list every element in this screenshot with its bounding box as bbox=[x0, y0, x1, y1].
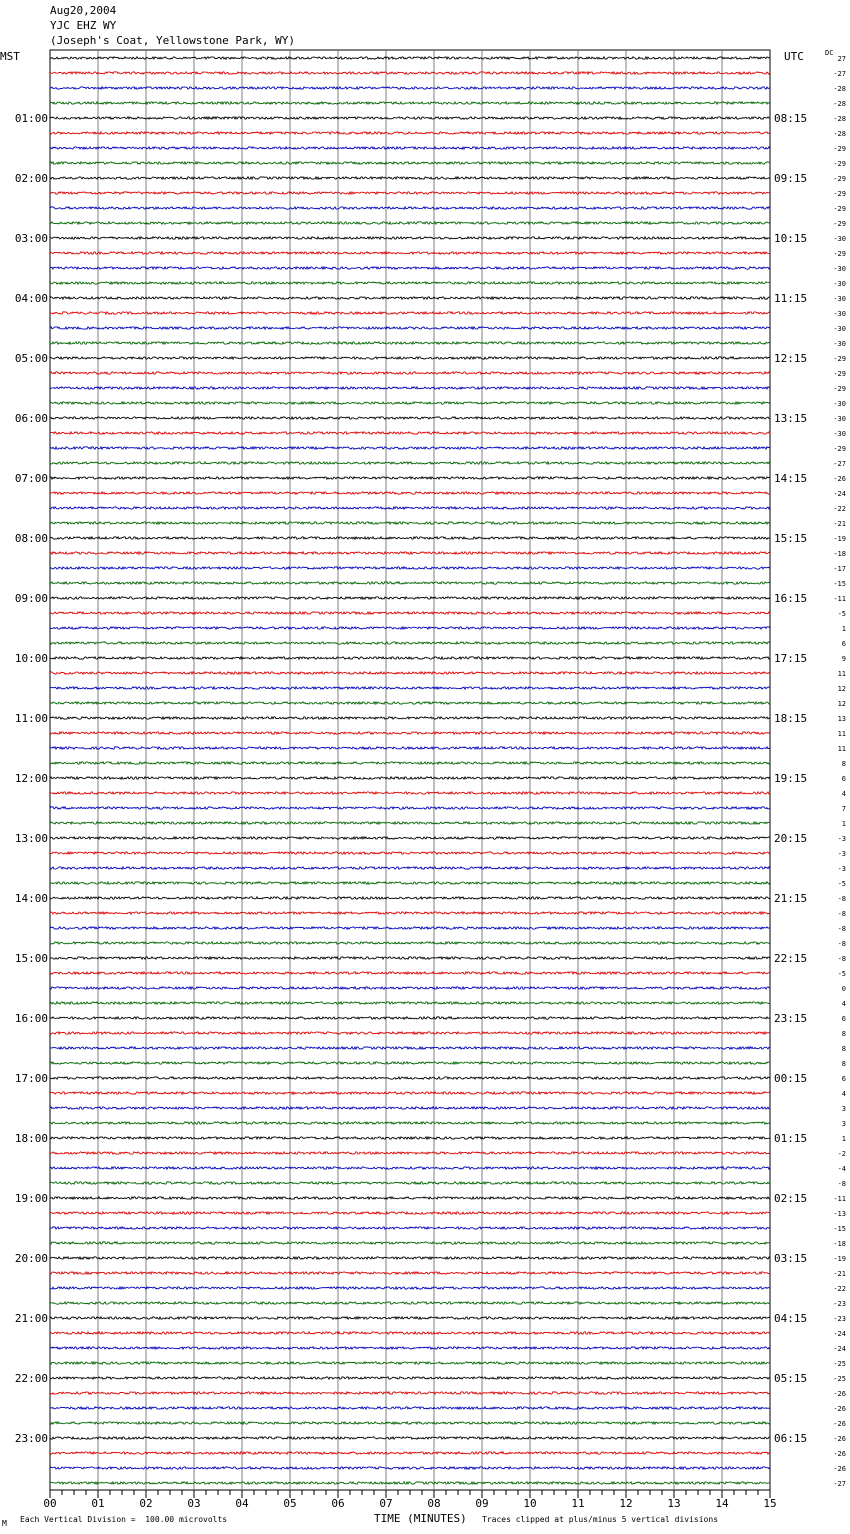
trace-line bbox=[50, 1212, 770, 1214]
x-tick-label: 08 bbox=[427, 1497, 441, 1510]
trace-line bbox=[50, 1062, 770, 1064]
utc-hour-label: 03:15 bbox=[774, 1252, 808, 1265]
x-tick-label: 13 bbox=[667, 1497, 681, 1510]
mst-hour-label: 08:00 bbox=[14, 532, 48, 545]
trace-line bbox=[50, 1032, 770, 1034]
dc-offset-label: -19 bbox=[833, 535, 846, 543]
utc-hour-label: 10:15 bbox=[774, 232, 808, 245]
dc-offset-label: -3 bbox=[837, 835, 846, 843]
utc-hour-label: 01:15 bbox=[774, 1132, 808, 1145]
dc-offset-label: -27 bbox=[833, 1480, 846, 1488]
dc-offset-label: 8 bbox=[841, 1045, 846, 1053]
utc-hour-label: 08:15 bbox=[774, 112, 808, 125]
dc-offset-label: 4 bbox=[841, 790, 846, 798]
trace-line bbox=[50, 1452, 770, 1454]
x-tick-label: 07 bbox=[379, 1497, 393, 1510]
dc-offset-label: 11 bbox=[837, 745, 846, 753]
trace-line bbox=[50, 447, 770, 449]
trace-line bbox=[50, 612, 770, 614]
dc-offset-label: -29 bbox=[833, 445, 846, 453]
trace-line bbox=[50, 1122, 770, 1124]
trace-line bbox=[50, 1407, 770, 1409]
mst-hour-label: 19:00 bbox=[14, 1192, 48, 1205]
trace-line bbox=[50, 537, 770, 539]
trace-line bbox=[50, 1182, 770, 1184]
dc-offset-label: 4 bbox=[841, 1090, 846, 1098]
trace-line bbox=[50, 432, 770, 434]
dc-offset-label: -5 bbox=[837, 880, 846, 888]
trace-line bbox=[50, 1257, 770, 1259]
mst-hour-label: 20:00 bbox=[14, 1252, 48, 1265]
mst-hour-label: 02:00 bbox=[14, 172, 48, 185]
trace-line bbox=[50, 702, 770, 704]
dc-offset-label: -30 bbox=[833, 340, 846, 348]
utc-hour-label: 04:15 bbox=[774, 1312, 808, 1325]
trace-line bbox=[50, 1272, 770, 1274]
dc-offset-label: -29 bbox=[833, 370, 846, 378]
trace-line bbox=[50, 1137, 770, 1139]
dc-offset-label: -30 bbox=[833, 310, 846, 318]
dc-offset-label: 0 bbox=[841, 985, 846, 993]
mst-hour-label: 15:00 bbox=[14, 952, 48, 965]
trace-line bbox=[50, 192, 770, 194]
trace-line bbox=[50, 597, 770, 599]
x-tick-label: 09 bbox=[475, 1497, 489, 1510]
trace-line bbox=[50, 1482, 770, 1484]
dc-offset-label: 6 bbox=[841, 1075, 846, 1083]
trace-line bbox=[50, 162, 770, 164]
dc-offset-label: -2 bbox=[837, 1150, 846, 1158]
dc-offset-label: 27 bbox=[837, 55, 846, 63]
mst-hour-label: 17:00 bbox=[14, 1072, 48, 1085]
trace-line bbox=[50, 1197, 770, 1199]
dc-offset-label: -29 bbox=[833, 175, 846, 183]
trace-line bbox=[50, 927, 770, 929]
trace-line bbox=[50, 387, 770, 389]
dc-offset-label: -24 bbox=[833, 490, 846, 498]
dc-offset-label: -22 bbox=[833, 1285, 846, 1293]
trace-line bbox=[50, 1317, 770, 1319]
trace-line bbox=[50, 267, 770, 269]
utc-hour-label: 17:15 bbox=[774, 652, 808, 665]
dc-offset-label: 6 bbox=[841, 1015, 846, 1023]
utc-hour-label: 13:15 bbox=[774, 412, 808, 425]
trace-line bbox=[50, 807, 770, 809]
mst-hour-label: 07:00 bbox=[14, 472, 48, 485]
mst-hour-label: 14:00 bbox=[14, 892, 48, 905]
dc-offset-label: -8 bbox=[837, 955, 846, 963]
mst-hour-label: 22:00 bbox=[14, 1372, 48, 1385]
x-tick-label: 10 bbox=[523, 1497, 537, 1510]
dc-offset-label: 9 bbox=[841, 655, 846, 663]
trace-line bbox=[50, 747, 770, 749]
dc-offset-label: -30 bbox=[833, 280, 846, 288]
dc-offset-label: 12 bbox=[837, 700, 846, 708]
trace-line bbox=[50, 762, 770, 764]
dc-offset-label: -29 bbox=[833, 205, 846, 213]
trace-line bbox=[50, 357, 770, 359]
dc-offset-label: -24 bbox=[833, 1345, 846, 1353]
trace-line bbox=[50, 297, 770, 299]
dc-offset-label: -28 bbox=[833, 100, 846, 108]
trace-line bbox=[50, 1422, 770, 1424]
trace-line bbox=[50, 282, 770, 284]
dc-offset-label: 12 bbox=[837, 685, 846, 693]
dc-offset-label: -5 bbox=[837, 610, 846, 618]
mst-hour-label: 21:00 bbox=[14, 1312, 48, 1325]
dc-offset-label: -21 bbox=[833, 1270, 846, 1278]
utc-hour-label: 22:15 bbox=[774, 952, 808, 965]
utc-hour-label: 11:15 bbox=[774, 292, 808, 305]
dc-offset-label: -30 bbox=[833, 325, 846, 333]
dc-offset-label: -8 bbox=[837, 910, 846, 918]
dc-offset-header: DC bbox=[825, 49, 834, 57]
dc-offset-label: -13 bbox=[833, 1210, 846, 1218]
dc-offset-label: 1 bbox=[841, 625, 846, 633]
trace-line bbox=[50, 972, 770, 974]
utc-hour-label: 12:15 bbox=[774, 352, 808, 365]
dc-offset-label: -24 bbox=[833, 1330, 846, 1338]
utc-hour-label: 16:15 bbox=[774, 592, 808, 605]
trace-line bbox=[50, 327, 770, 329]
trace-line bbox=[50, 717, 770, 719]
trace-line bbox=[50, 1167, 770, 1169]
chart-date: Aug20,2004 bbox=[50, 4, 117, 17]
dc-offset-label: -4 bbox=[837, 1165, 846, 1173]
trace-line bbox=[50, 1467, 770, 1469]
trace-line bbox=[50, 627, 770, 629]
trace-line bbox=[50, 687, 770, 689]
dc-offset-label: -15 bbox=[833, 580, 846, 588]
trace-line bbox=[50, 1077, 770, 1079]
dc-offset-label: -21 bbox=[833, 520, 846, 528]
trace-line bbox=[50, 252, 770, 254]
dc-offset-label: -26 bbox=[833, 1435, 846, 1443]
trace-line bbox=[50, 657, 770, 659]
trace-line bbox=[50, 1002, 770, 1004]
dc-offset-label: 4 bbox=[841, 1000, 846, 1008]
trace-line bbox=[50, 117, 770, 119]
x-tick-label: 11 bbox=[571, 1497, 585, 1510]
utc-hour-label: 00:15 bbox=[774, 1072, 808, 1085]
mst-hour-label: 05:00 bbox=[14, 352, 48, 365]
trace-line bbox=[50, 102, 770, 104]
trace-line bbox=[50, 417, 770, 419]
mst-hour-label: 09:00 bbox=[14, 592, 48, 605]
trace-line bbox=[50, 897, 770, 899]
dc-offset-label: 1 bbox=[841, 1135, 846, 1143]
x-tick-label: 06 bbox=[331, 1497, 345, 1510]
trace-line bbox=[50, 312, 770, 314]
trace-line bbox=[50, 1362, 770, 1364]
station-code: YJC EHZ WY bbox=[50, 19, 117, 32]
dc-offset-label: -8 bbox=[837, 895, 846, 903]
utc-hour-label: 20:15 bbox=[774, 832, 808, 845]
mst-hour-label: 13:00 bbox=[14, 832, 48, 845]
dc-offset-label: -29 bbox=[833, 250, 846, 258]
trace-line bbox=[50, 1017, 770, 1019]
trace-line bbox=[50, 792, 770, 794]
x-tick-label: 04 bbox=[235, 1497, 249, 1510]
dc-offset-label: -29 bbox=[833, 190, 846, 198]
dc-offset-label: 6 bbox=[841, 775, 846, 783]
dc-offset-label: -26 bbox=[833, 1450, 846, 1458]
trace-line bbox=[50, 462, 770, 464]
trace-line bbox=[50, 372, 770, 374]
trace-line bbox=[50, 132, 770, 134]
mst-hour-label: 23:00 bbox=[14, 1432, 48, 1445]
dc-offset-label: -19 bbox=[833, 1255, 846, 1263]
clip-note: Traces clipped at plus/minus 5 vertical divisions bbox=[482, 1515, 719, 1524]
trace-line bbox=[50, 1227, 770, 1229]
x-tick-label: 00 bbox=[43, 1497, 57, 1510]
mst-hour-label: 11:00 bbox=[14, 712, 48, 725]
trace-line bbox=[50, 402, 770, 404]
dc-offset-label: -26 bbox=[833, 1465, 846, 1473]
x-tick-label: 14 bbox=[715, 1497, 729, 1510]
dc-offset-label: -26 bbox=[833, 1405, 846, 1413]
x-tick-label: 01 bbox=[91, 1497, 105, 1510]
dc-offset-label: -28 bbox=[833, 85, 846, 93]
utc-hour-label: 21:15 bbox=[774, 892, 808, 905]
x-tick-label: 02 bbox=[139, 1497, 153, 1510]
trace-line bbox=[50, 57, 770, 59]
x-tick-label: 03 bbox=[187, 1497, 201, 1510]
dc-offset-label: -15 bbox=[833, 1225, 846, 1233]
trace-line bbox=[50, 987, 770, 989]
dc-offset-label: -30 bbox=[833, 295, 846, 303]
dc-offset-label: -11 bbox=[833, 595, 846, 603]
trace-line bbox=[50, 567, 770, 569]
dc-offset-label: -26 bbox=[833, 1420, 846, 1428]
dc-offset-label: 11 bbox=[837, 670, 846, 678]
dc-offset-label: -25 bbox=[833, 1375, 846, 1383]
dc-offset-label: 7 bbox=[841, 805, 846, 813]
dc-offset-label: -8 bbox=[837, 925, 846, 933]
dc-offset-label: -17 bbox=[833, 565, 846, 573]
corner-mark: M bbox=[2, 1519, 7, 1528]
x-axis-title: TIME (MINUTES) bbox=[374, 1512, 467, 1525]
trace-line bbox=[50, 732, 770, 734]
trace-line bbox=[50, 552, 770, 554]
dc-offset-label: 1 bbox=[841, 820, 846, 828]
dc-offset-label: -30 bbox=[833, 400, 846, 408]
trace-line bbox=[50, 1242, 770, 1244]
trace-line bbox=[50, 522, 770, 524]
trace-line bbox=[50, 1152, 770, 1154]
dc-offset-label: -3 bbox=[837, 850, 846, 858]
dc-offset-label: -29 bbox=[833, 160, 846, 168]
trace-line bbox=[50, 1377, 770, 1379]
trace-line bbox=[50, 1302, 770, 1304]
dc-offset-label: -30 bbox=[833, 430, 846, 438]
dc-offset-label: -29 bbox=[833, 145, 846, 153]
x-tick-label: 05 bbox=[283, 1497, 297, 1510]
trace-line bbox=[50, 942, 770, 944]
dc-offset-label: 6 bbox=[841, 640, 846, 648]
trace-line bbox=[50, 1392, 770, 1394]
dc-offset-label: 11 bbox=[837, 730, 846, 738]
station-location: (Joseph's Coat, Yellowstone Park, WY) bbox=[50, 34, 296, 47]
dc-offset-label: 3 bbox=[841, 1105, 846, 1113]
trace-line bbox=[50, 1332, 770, 1334]
dc-offset-label: -29 bbox=[833, 385, 846, 393]
dc-offset-label: 8 bbox=[841, 1030, 846, 1038]
trace-line bbox=[50, 1437, 770, 1439]
mst-hour-label: 12:00 bbox=[14, 772, 48, 785]
dc-offset-label: -5 bbox=[837, 970, 846, 978]
trace-line bbox=[50, 837, 770, 839]
trace-line bbox=[50, 477, 770, 479]
mst-hour-label: 06:00 bbox=[14, 412, 48, 425]
mst-hour-label: 03:00 bbox=[14, 232, 48, 245]
dc-offset-label: -30 bbox=[833, 415, 846, 423]
utc-hour-label: 19:15 bbox=[774, 772, 808, 785]
dc-offset-label: -8 bbox=[837, 1180, 846, 1188]
trace-line bbox=[50, 642, 770, 644]
trace-line bbox=[50, 822, 770, 824]
utc-hour-label: 14:15 bbox=[774, 472, 808, 485]
utc-hour-label: 02:15 bbox=[774, 1192, 808, 1205]
trace-line bbox=[50, 1347, 770, 1349]
trace-line bbox=[50, 507, 770, 509]
dc-offset-label: -27 bbox=[833, 460, 846, 468]
dc-offset-label: -27 bbox=[833, 70, 846, 78]
dc-offset-label: -3 bbox=[837, 865, 846, 873]
dc-offset-label: -25 bbox=[833, 1360, 846, 1368]
trace-line bbox=[50, 342, 770, 344]
trace-line bbox=[50, 957, 770, 959]
trace-line bbox=[50, 912, 770, 914]
scale-note: Each Vertical Division = 100.00 microvolts bbox=[20, 1515, 228, 1524]
x-tick-label: 12 bbox=[619, 1497, 633, 1510]
trace-line bbox=[50, 777, 770, 779]
trace-line bbox=[50, 1107, 770, 1109]
dc-offset-label: -23 bbox=[833, 1315, 846, 1323]
dc-offset-label: -18 bbox=[833, 1240, 846, 1248]
trace-line bbox=[50, 882, 770, 884]
dc-offset-label: -28 bbox=[833, 115, 846, 123]
trace-line bbox=[50, 672, 770, 674]
utc-hour-label: 05:15 bbox=[774, 1372, 808, 1385]
trace-line bbox=[50, 867, 770, 869]
mst-hour-label: 01:00 bbox=[14, 112, 48, 125]
dc-offset-label: 8 bbox=[841, 1060, 846, 1068]
trace-line bbox=[50, 72, 770, 74]
right-timezone-label: UTC bbox=[784, 50, 804, 63]
dc-offset-label: -23 bbox=[833, 1300, 846, 1308]
dc-offset-label: -26 bbox=[833, 1390, 846, 1398]
x-tick-label: 15 bbox=[763, 1497, 777, 1510]
trace-line bbox=[50, 492, 770, 494]
dc-offset-label: 3 bbox=[841, 1120, 846, 1128]
trace-line bbox=[50, 1287, 770, 1289]
dc-offset-label: -22 bbox=[833, 505, 846, 513]
dc-offset-label: -8 bbox=[837, 940, 846, 948]
trace-line bbox=[50, 1047, 770, 1049]
trace-line bbox=[50, 237, 770, 239]
trace-line bbox=[50, 177, 770, 179]
dc-offset-label: -11 bbox=[833, 1195, 846, 1203]
utc-hour-label: 09:15 bbox=[774, 172, 808, 185]
trace-line bbox=[50, 1092, 770, 1094]
mst-hour-label: 18:00 bbox=[14, 1132, 48, 1145]
dc-offset-label: -30 bbox=[833, 265, 846, 273]
mst-hour-label: 10:00 bbox=[14, 652, 48, 665]
dc-offset-label: 8 bbox=[841, 760, 846, 768]
dc-offset-label: -29 bbox=[833, 220, 846, 228]
trace-line bbox=[50, 207, 770, 209]
trace-line bbox=[50, 87, 770, 89]
utc-hour-label: 15:15 bbox=[774, 532, 808, 545]
utc-hour-label: 18:15 bbox=[774, 712, 808, 725]
mst-hour-label: 16:00 bbox=[14, 1012, 48, 1025]
dc-offset-label: -18 bbox=[833, 550, 846, 558]
left-timezone-label: MST bbox=[0, 50, 20, 63]
mst-hour-label: 04:00 bbox=[14, 292, 48, 305]
dc-offset-label: -26 bbox=[833, 475, 846, 483]
dc-offset-label: -29 bbox=[833, 355, 846, 363]
dc-offset-label: 13 bbox=[837, 715, 846, 723]
trace-line bbox=[50, 147, 770, 149]
trace-line bbox=[50, 582, 770, 584]
dc-offset-label: -28 bbox=[833, 130, 846, 138]
utc-hour-label: 23:15 bbox=[774, 1012, 808, 1025]
utc-hour-label: 06:15 bbox=[774, 1432, 808, 1445]
trace-line bbox=[50, 852, 770, 854]
trace-line bbox=[50, 222, 770, 224]
dc-offset-label: -30 bbox=[833, 235, 846, 243]
